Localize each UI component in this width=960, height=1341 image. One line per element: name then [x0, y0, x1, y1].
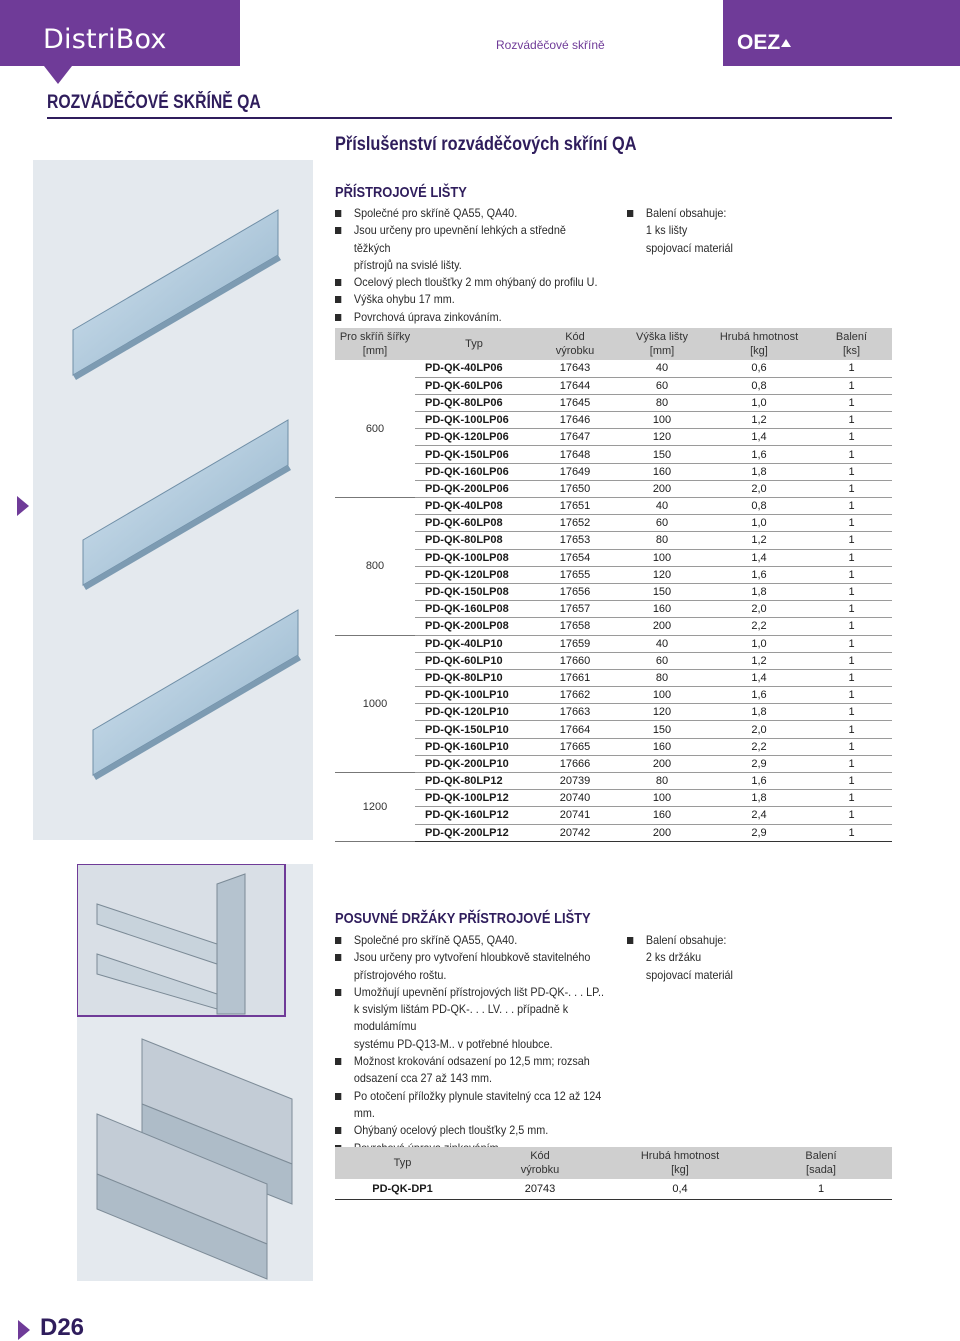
cell-pack: 1	[811, 721, 892, 738]
section2-package	[627, 932, 807, 984]
col-header-type: Typ	[415, 328, 533, 360]
cell-type: PD-QK-150LP06	[415, 446, 533, 463]
cell-pack: 1	[811, 360, 892, 377]
list-item: Ohýbaný ocelový plech tloušťky 2,5 mm.	[335, 1122, 614, 1139]
cell-weight: 1,4	[707, 549, 811, 566]
title-rule	[47, 117, 892, 119]
cell-pack: 1	[811, 618, 892, 635]
cell-type: PD-QK-200LP06	[415, 480, 533, 497]
cell-type: PD-QK-150LP08	[415, 583, 533, 600]
cell-weight: 1,0	[707, 394, 811, 411]
list-item: Společné pro skříně QA55, QA40.	[335, 932, 614, 949]
cell-code: 17646	[533, 412, 617, 429]
cell-type: PD-QK-160LP10	[415, 738, 533, 755]
table-row	[335, 738, 892, 755]
cell-pack: 1	[811, 687, 892, 704]
cell-height: 150	[617, 721, 707, 738]
cell-type: PD-QK-120LP06	[415, 429, 533, 446]
list-item: Jsou určeny pro vytvoření hloubkově stavitelného	[335, 949, 614, 966]
cell-weight: 1,2	[707, 412, 811, 429]
cell-weight: 1,0	[707, 515, 811, 532]
table-row	[335, 566, 892, 583]
cell-code: 17650	[533, 480, 617, 497]
table-row	[335, 429, 892, 446]
cell-type: PD-QK-40LP06	[415, 360, 533, 377]
header-bar	[0, 0, 960, 66]
table-header-row	[335, 328, 892, 360]
cell-weight: 0,8	[707, 377, 811, 394]
cell-weight: 1,4	[707, 669, 811, 686]
list-item: Společné pro skříně QA55, QA40.	[335, 205, 605, 222]
section1-bullets	[335, 205, 605, 326]
brackets-illustration	[77, 864, 313, 1281]
cell-code: 17665	[533, 738, 617, 755]
brackets-product-image	[77, 864, 313, 1281]
cell-pack: 1	[811, 429, 892, 446]
cell-code: 17651	[533, 498, 617, 515]
cell-type: PD-QK-100LP06	[415, 412, 533, 429]
cell-code: 17647	[533, 429, 617, 446]
table-row	[335, 360, 892, 377]
cell-code: 20742	[533, 824, 617, 841]
table-row	[335, 498, 892, 515]
logo-triangle-icon	[781, 39, 791, 47]
side-arrow-icon	[17, 496, 29, 516]
cell-height: 100	[617, 549, 707, 566]
list-item: přístrojového roštu.	[353, 967, 447, 982]
cell-type: PD-QK-80LP08	[415, 532, 533, 549]
cell-height: 160	[617, 807, 707, 824]
cell-type: PD-QK-60LP08	[415, 515, 533, 532]
table-row	[335, 412, 892, 429]
table-row	[335, 601, 892, 618]
table-row	[335, 635, 892, 652]
cell-height: 40	[617, 498, 707, 515]
cell-height: 80	[617, 669, 707, 686]
table-row	[335, 532, 892, 549]
col-header-type: Typ	[335, 1147, 470, 1179]
cell-code: 17657	[533, 601, 617, 618]
col-header-weight: Hrubá hmotnost [kg]	[610, 1147, 750, 1179]
cell-code: 17660	[533, 652, 617, 669]
cell-pack: 1	[811, 549, 892, 566]
cell-type: PD-QK-160LP08	[415, 601, 533, 618]
cell-code: 17666	[533, 755, 617, 772]
cell-pack: 1	[811, 790, 892, 807]
cell-code: 17645	[533, 394, 617, 411]
section2-heading: POSUVNÉ DRŽÁKY PŘÍSTROJOVÉ LIŠTY	[335, 910, 591, 927]
list-item: spojovací materiál	[645, 240, 733, 255]
cell-height: 60	[617, 377, 707, 394]
table-row	[335, 549, 892, 566]
cell-weight: 1,8	[707, 790, 811, 807]
cell-type: PD-QK-40LP10	[415, 635, 533, 652]
cell-code: 17656	[533, 583, 617, 600]
cell-height: 120	[617, 566, 707, 583]
cell-type: PD-QK-60LP10	[415, 652, 533, 669]
cell-type: PD-QK-200LP12	[415, 824, 533, 841]
cell-height: 200	[617, 618, 707, 635]
cell-code: 20743	[470, 1179, 610, 1199]
cell-weight: 1,0	[707, 635, 811, 652]
cell-height: 120	[617, 429, 707, 446]
table-row	[335, 669, 892, 686]
cell-type: PD-QK-200LP08	[415, 618, 533, 635]
rails-product-image	[33, 160, 313, 840]
cell-pack: 1	[811, 704, 892, 721]
table-row	[335, 583, 892, 600]
cell-code: 17663	[533, 704, 617, 721]
cell-width-group: 1000	[335, 635, 415, 773]
cell-weight: 0,4	[610, 1179, 750, 1199]
rails-illustration	[33, 160, 313, 840]
cell-pack: 1	[750, 1179, 892, 1199]
col-header-code: Kód výrobku	[533, 328, 617, 360]
section1-package	[627, 205, 807, 257]
cell-weight: 1,6	[707, 446, 811, 463]
cell-width-group: 1200	[335, 773, 415, 842]
cell-height: 80	[617, 532, 707, 549]
cell-code: 17654	[533, 549, 617, 566]
cell-code: 20740	[533, 790, 617, 807]
cell-weight: 1,6	[707, 687, 811, 704]
cell-code: 17644	[533, 377, 617, 394]
cell-weight: 1,8	[707, 704, 811, 721]
cell-weight: 2,2	[707, 618, 811, 635]
table-row	[335, 824, 892, 841]
page-number: D26	[40, 1314, 85, 1341]
table-row	[335, 687, 892, 704]
col-header-height: Výška lišty [mm]	[617, 328, 707, 360]
list-item: Ocelový plech tloušťky 2 mm ohýbaný do profilu U.	[335, 274, 605, 291]
cell-type: PD-QK-160LP12	[415, 807, 533, 824]
cell-code: 17662	[533, 687, 617, 704]
cell-type: PD-QK-100LP12	[415, 790, 533, 807]
list-item: Balení obsahuje:	[627, 932, 807, 949]
cell-pack: 1	[811, 394, 892, 411]
list-item: Možnost krokování odsazení po 12,5 mm; rozsah	[335, 1053, 614, 1070]
rails-table	[335, 328, 892, 842]
list-item: spojovací materiál	[645, 967, 733, 982]
cell-type: PD-QK-40LP08	[415, 498, 533, 515]
table-row	[335, 515, 892, 532]
col-header-weight: Hrubá hmotnost [kg]	[707, 328, 811, 360]
table-row	[335, 652, 892, 669]
cell-height: 60	[617, 652, 707, 669]
table-row	[335, 1179, 892, 1199]
cell-height: 80	[617, 394, 707, 411]
cell-weight: 2,2	[707, 738, 811, 755]
cell-code: 17655	[533, 566, 617, 583]
cell-type: PD-QK-200LP10	[415, 755, 533, 772]
cell-code: 17661	[533, 669, 617, 686]
brand-title: DistriBox	[0, 0, 240, 66]
cell-pack: 1	[811, 480, 892, 497]
cell-height: 100	[617, 412, 707, 429]
cell-code: 20739	[533, 773, 617, 790]
cell-type: PD-QK-120LP10	[415, 704, 533, 721]
cell-weight: 1,2	[707, 652, 811, 669]
list-item: Výška ohybu 17 mm.	[335, 291, 605, 308]
table-row	[335, 755, 892, 772]
cell-code: 17649	[533, 463, 617, 480]
col-header-width: Pro skříň šířky [mm]	[335, 328, 415, 360]
list-item: Povrchová úprava zinkováním.	[335, 309, 605, 326]
header-subtitle: Rozváděčové skříně	[496, 38, 605, 52]
table-row	[335, 721, 892, 738]
table-row	[335, 790, 892, 807]
cell-pack: 1	[811, 446, 892, 463]
brackets-table	[335, 1147, 892, 1200]
cell-pack: 1	[811, 532, 892, 549]
cell-height: 40	[617, 360, 707, 377]
section2-bullets	[335, 932, 614, 1157]
cell-pack: 1	[811, 824, 892, 841]
cell-height: 100	[617, 687, 707, 704]
cell-pack: 1	[811, 583, 892, 600]
cell-code: 17658	[533, 618, 617, 635]
cell-type: PD-QK-150LP10	[415, 721, 533, 738]
cell-pack: 1	[811, 498, 892, 515]
list-item: Jsou určeny pro upevnění lehkých a středně těžkých	[335, 222, 605, 257]
cell-pack: 1	[811, 755, 892, 772]
cell-height: 200	[617, 755, 707, 772]
cell-type: PD-QK-DP1	[335, 1179, 470, 1199]
list-item: přístrojů na svislé lišty.	[353, 257, 462, 272]
cell-type: PD-QK-80LP12	[415, 773, 533, 790]
cell-weight: 2,0	[707, 721, 811, 738]
cell-type: PD-QK-160LP06	[415, 463, 533, 480]
cell-height: 160	[617, 463, 707, 480]
cell-pack: 1	[811, 566, 892, 583]
list-item: k svislým lištám PD-QK-. . . LV. . . případně k modulámímu	[353, 1002, 569, 1034]
cell-pack: 1	[811, 669, 892, 686]
cell-type: PD-QK-60LP06	[415, 377, 533, 394]
cell-type: PD-QK-120LP08	[415, 566, 533, 583]
cell-height: 160	[617, 601, 707, 618]
cell-height: 80	[617, 773, 707, 790]
cell-pack: 1	[811, 635, 892, 652]
cell-height: 100	[617, 790, 707, 807]
table-row	[335, 704, 892, 721]
table-row	[335, 807, 892, 824]
cell-weight: 2,0	[707, 480, 811, 497]
cell-code: 17653	[533, 532, 617, 549]
cell-pack: 1	[811, 807, 892, 824]
cell-pack: 1	[811, 412, 892, 429]
cell-pack: 1	[811, 515, 892, 532]
cell-height: 150	[617, 446, 707, 463]
list-item: 2 ks držáku	[645, 950, 702, 965]
table-row	[335, 463, 892, 480]
cell-code: 20741	[533, 807, 617, 824]
page-title: ROZVÁDĚČOVÉ SKŘÍNĚ QA	[47, 92, 261, 113]
cell-height: 200	[617, 480, 707, 497]
cell-weight: 1,4	[707, 429, 811, 446]
cell-code: 17643	[533, 360, 617, 377]
table-row	[335, 773, 892, 790]
cell-type: PD-QK-80LP06	[415, 394, 533, 411]
cell-weight: 2,9	[707, 755, 811, 772]
cell-weight: 1,8	[707, 583, 811, 600]
cell-type: PD-QK-100LP08	[415, 549, 533, 566]
list-item: systému PD-Q13-M.. v potřebné hloubce.	[353, 1036, 553, 1051]
cell-type: PD-QK-100LP10	[415, 687, 533, 704]
brand-pointer	[44, 66, 72, 84]
rails-table-body	[335, 360, 892, 841]
cell-code: 17652	[533, 515, 617, 532]
list-item: odsazení cca 27 až 143 mm.	[353, 1071, 492, 1086]
col-header-pack: Balení [sada]	[750, 1147, 892, 1179]
cell-pack: 1	[811, 773, 892, 790]
cell-pack: 1	[811, 601, 892, 618]
table-row	[335, 480, 892, 497]
cell-pack: 1	[811, 463, 892, 480]
list-item: Balení obsahuje:	[627, 205, 807, 222]
cell-code: 17664	[533, 721, 617, 738]
table-row	[335, 446, 892, 463]
table-row	[335, 394, 892, 411]
footer-arrow-icon	[18, 1320, 30, 1340]
cell-weight: 2,4	[707, 807, 811, 824]
cell-height: 40	[617, 635, 707, 652]
cell-code: 17659	[533, 635, 617, 652]
cell-width-group: 800	[335, 498, 415, 636]
cell-weight: 1,8	[707, 463, 811, 480]
cell-weight: 1,2	[707, 532, 811, 549]
cell-pack: 1	[811, 377, 892, 394]
list-item: Umožňují upevnění přístrojových lišt PD-QK-. . . LP..	[335, 984, 614, 1001]
cell-weight: 0,6	[707, 360, 811, 377]
cell-code: 17648	[533, 446, 617, 463]
cell-weight: 2,0	[707, 601, 811, 618]
cell-weight: 1,6	[707, 566, 811, 583]
oez-logo-text: OEZ	[737, 31, 781, 54]
cell-weight: 2,9	[707, 824, 811, 841]
cell-height: 150	[617, 583, 707, 600]
table-header-row	[335, 1147, 892, 1179]
cell-weight: 1,6	[707, 773, 811, 790]
list-item: Po otočení příložky plynule stavitelný cca 12 až 124 mm.	[335, 1088, 614, 1123]
cell-weight: 0,8	[707, 498, 811, 515]
oez-logo	[723, 0, 960, 66]
table-row	[335, 618, 892, 635]
table-row	[335, 377, 892, 394]
cell-height: 200	[617, 824, 707, 841]
col-header-pack: Balení [ks]	[811, 328, 892, 360]
cell-height: 160	[617, 738, 707, 755]
cell-pack: 1	[811, 652, 892, 669]
cell-height: 120	[617, 704, 707, 721]
section1-heading: PŘÍSTROJOVÉ LIŠTY	[335, 184, 467, 201]
list-item: 1 ks lišty	[645, 223, 688, 238]
cell-pack: 1	[811, 738, 892, 755]
col-header-code: Kód výrobku	[470, 1147, 610, 1179]
cell-type: PD-QK-80LP10	[415, 669, 533, 686]
cell-height: 60	[617, 515, 707, 532]
section-title: Příslušenství rozváděčových skříní QA	[335, 134, 637, 155]
cell-width-group: 600	[335, 360, 415, 498]
